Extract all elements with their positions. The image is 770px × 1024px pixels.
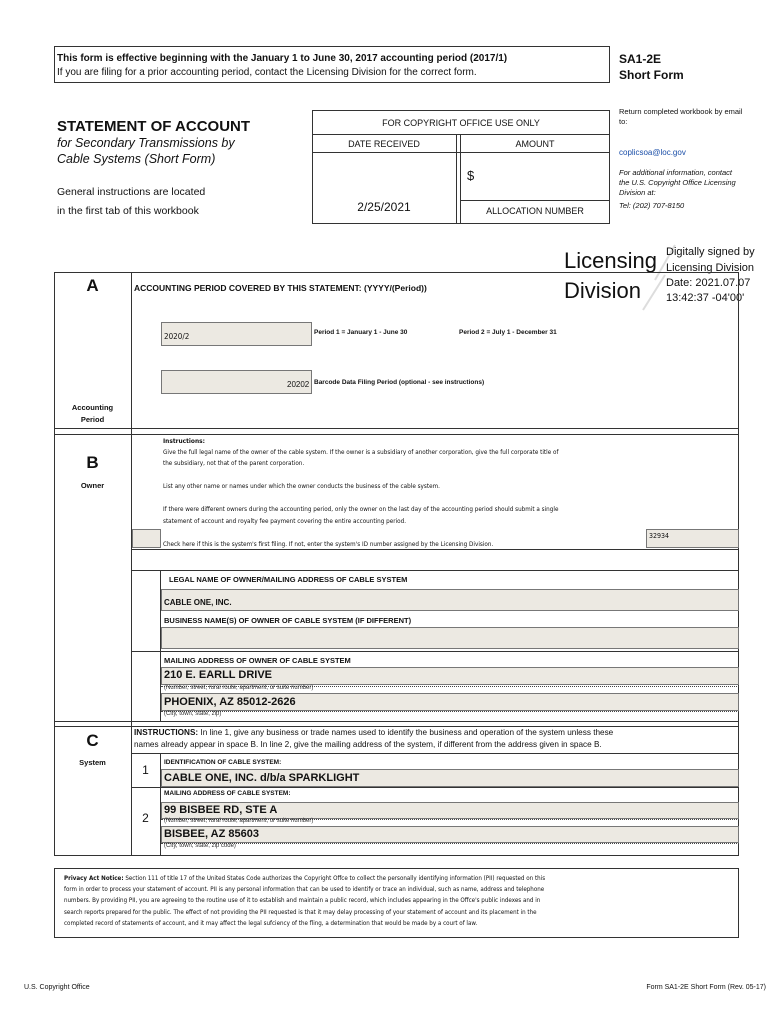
owner-street-hint: (Number, street, rural route, apartment, or suite number) xyxy=(164,685,314,691)
privacy-notice xyxy=(64,873,736,929)
section-c-instructions xyxy=(134,727,739,750)
effective-notice: This form is effective beginning with the January 1 to June 30, 2017 accounting period (2017/1) xyxy=(57,53,508,64)
owner-city-value: PHOENIX, AZ 85012-2626 xyxy=(164,696,296,708)
system-street-value: 99 BISBEE RD, STE A xyxy=(164,804,278,816)
section-b-side-label: Owner xyxy=(80,481,105,490)
section-a-letter: A xyxy=(86,276,99,295)
owner-street-value: 210 E. EARLL DRIVE xyxy=(164,669,272,681)
system-city-hint: (City, town, state, zip code) xyxy=(164,843,236,849)
general-instructions-1: General instructions are located xyxy=(57,186,206,198)
legal-name-value: CABLE ONE, INC. xyxy=(164,598,232,607)
owner-city-hint: (City, town, state, zip) xyxy=(164,711,222,717)
first-filing-note: Check here if this is the system's first filing. If not, enter the system's ID number assigned by the Licensing Division. xyxy=(163,541,494,548)
signature-line-4: 13:42:37 -04'00' xyxy=(666,292,745,304)
statement-subtitle-1: for Secondary Transmissions by xyxy=(57,136,235,150)
privacy-line-5: completed record of statements of account, and it may affect the legal sufciency of the fling, a determination that would be made by a court of law. xyxy=(64,919,478,927)
form-code: SA1-2E xyxy=(619,52,662,66)
signature-line-1: Digitally signed by xyxy=(666,246,755,258)
statement-title: STATEMENT OF ACCOUNT xyxy=(57,118,251,135)
privacy-line-3: numbers. By providing PII, you are agreeing to the routine use of it to establish and maintain a public record, which includes appearing in the Offce's public indexes and in xyxy=(64,897,541,905)
amount-label: AMOUNT xyxy=(515,139,555,149)
section-b-letter: B xyxy=(86,453,99,472)
footer-form-revision: Form SA1-2E Short Form (Rev. 05-17) xyxy=(646,984,766,991)
signature-line-2: Licensing Division xyxy=(666,262,755,274)
section-b-instr-3b: statement of account and royalty fee payment covering the entire accounting period. xyxy=(163,518,406,525)
legal-name-input[interactable] xyxy=(161,589,739,611)
privacy-line-2: form in order to process your statement of account. PII is any personal information that can be used to identify or trace an individual, such as name, address and telephone xyxy=(64,886,545,894)
business-name-input[interactable] xyxy=(161,627,739,649)
section-b-instr-2: List any other name or names under which the owner conducts the business of the cable system. xyxy=(163,483,440,490)
barcode-period-value: 20202 xyxy=(287,380,310,389)
accounting-period-value: 2020/2 xyxy=(164,332,190,341)
system-city-value: BISBEE, AZ 85603 xyxy=(164,828,259,840)
section-a-side-label-1: Accounting xyxy=(71,403,114,412)
prior-period-notice: If you are filing for a prior accounting period, contact the Licensing Division for the correct form. xyxy=(57,67,477,78)
footer-office: U.S. Copyright Office xyxy=(24,984,90,991)
additional-info: For additional information, contact the U.S. Copyright Office Licensing Division at: xyxy=(619,168,736,197)
business-name-label: BUSINESS NAME(S) OF OWNER OF CABLE SYSTEM (IF DIFFERENT) xyxy=(164,616,412,625)
section-c-side-label: System xyxy=(79,758,106,767)
privacy-line-4: search reports prepared for the public. The effect of not providing the PII requested is that it may delay processing of your statement of account and its placement in the xyxy=(64,908,537,916)
section-a-side-label-2: Period xyxy=(80,415,105,424)
section-b-instructions-head: Instructions: xyxy=(163,437,205,445)
signature-line-3: Date: 2021.07.07 xyxy=(666,277,751,289)
privacy-notice-bold: Privacy Act Notice: xyxy=(64,875,124,882)
return-instructions: Return completed workbook by email to: xyxy=(619,107,743,126)
telephone: Tel: (202) 707-8150 xyxy=(619,201,685,210)
line-2-number: 2 xyxy=(142,811,149,825)
allocation-number-label: ALLOCATION NUMBER xyxy=(486,206,584,216)
section-c-instr-1: In line 1, give any business or trade names used to identify the business and operation of the system unless these xyxy=(198,728,614,737)
date-received-label: DATE RECEIVED xyxy=(348,139,420,149)
section-b-instr-1: Give the full legal name of the owner of the cable system. If the owner is a subsidiary of another corporation, give the full corporate title of xyxy=(163,449,559,456)
signature-name-2: Division xyxy=(564,278,642,303)
system-name-value: CABLE ONE, INC. d/b/a SPARKLIGHT xyxy=(164,772,360,784)
line-1-number: 1 xyxy=(142,763,149,777)
section-b-instr-3: If there were different owners during the accounting period, only the owner on the last day of the accounting period should submit a single xyxy=(163,506,559,513)
privacy-line-1: Section 111 of title 17 of the United States Code authorizes the Copyright Offce to collect the personally identifying information (PII) requested on this xyxy=(123,875,546,882)
section-c-instr-2: names already appear in space B. In line 2, give the mailing address of the system, if different from the address given in space B. xyxy=(134,739,602,749)
dollar-sign: $ xyxy=(467,168,475,183)
section-a-title: ACCOUNTING PERIOD COVERED BY THIS STATEMENT: (YYYY/(Period)) xyxy=(134,283,427,293)
system-mailing-label: MAILING ADDRESS OF CABLE SYSTEM: xyxy=(164,790,291,797)
owner-mailing-label: MAILING ADDRESS OF OWNER OF CABLE SYSTEM xyxy=(164,656,351,665)
period-2-note: Period 2 = July 1 - December 31 xyxy=(459,329,557,336)
general-instructions-2: in the first tab of this workbook xyxy=(57,205,199,217)
section-b-instr-1b: the subsidiary, not that of the parent corporation. xyxy=(163,460,305,467)
section-c-instr-bold: INSTRUCTIONS: xyxy=(134,728,199,737)
office-use-header: FOR COPYRIGHT OFFICE USE ONLY xyxy=(382,118,540,128)
system-id-value: 32934 xyxy=(649,532,670,540)
system-id-label: IDENTIFICATION OF CABLE SYSTEM: xyxy=(164,759,282,766)
barcode-period-label: Barcode Data Filing Period (optional - see instructions) xyxy=(314,379,485,386)
first-filing-checkbox[interactable] xyxy=(132,529,161,548)
email-link[interactable]: coplicsoa@loc.gov xyxy=(619,148,686,157)
date-received-value: 2/25/2021 xyxy=(357,200,411,214)
legal-name-label: LEGAL NAME OF OWNER/MAILING ADDRESS OF CABLE SYSTEM xyxy=(169,575,408,584)
statement-subtitle-2: Cable Systems (Short Form) xyxy=(57,152,216,166)
system-street-hint: (Number, street, rural route, apartment, or suite number) xyxy=(164,818,314,824)
form-type: Short Form xyxy=(619,68,684,82)
section-c-letter: C xyxy=(86,731,99,750)
signature-name-1: Licensing xyxy=(564,248,657,273)
period-1-note: Period 1 = January 1 - June 30 xyxy=(314,329,408,336)
